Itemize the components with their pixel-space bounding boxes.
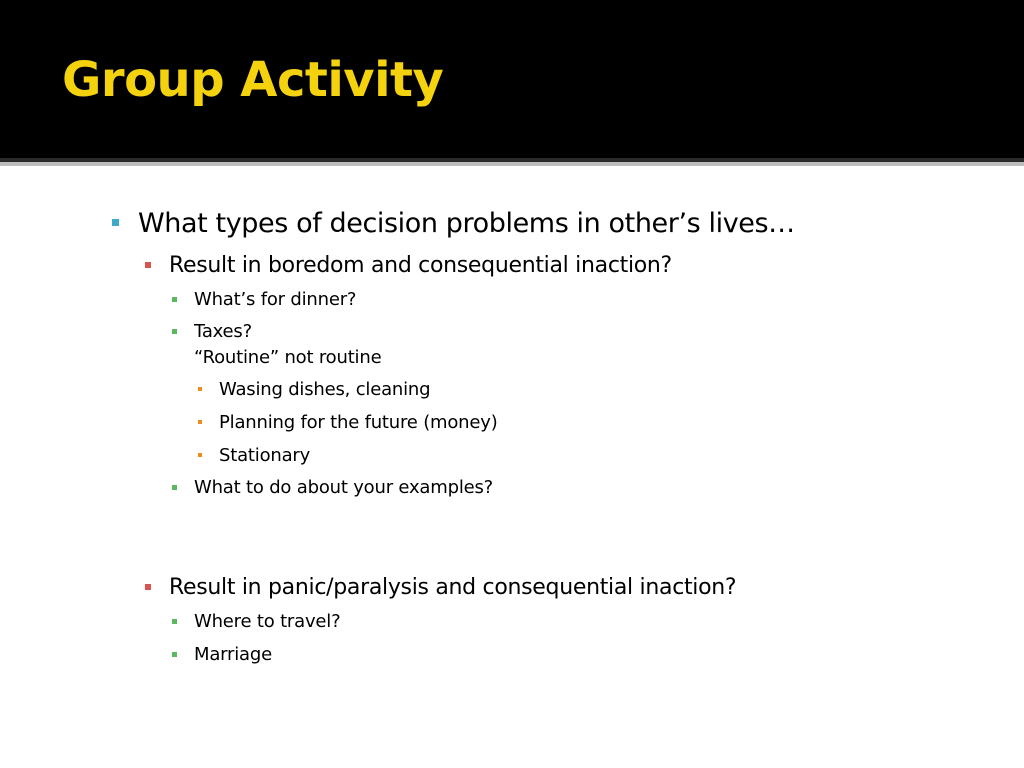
list-item-level3: [172, 320, 252, 344]
list-item-text: What’s for dinner?: [194, 289, 357, 310]
square-bullet-icon: [112, 219, 119, 226]
list-item-level4: [198, 444, 310, 468]
list-item-level3: [172, 476, 493, 500]
square-bullet-icon: [198, 453, 202, 457]
list-item-level1: [112, 207, 795, 241]
square-bullet-icon: [172, 329, 177, 334]
list-item-text: What to do about your examples?: [194, 477, 494, 498]
list-item-level3: [172, 643, 272, 667]
list-item-level3: [172, 610, 340, 634]
square-bullet-icon: [145, 584, 151, 590]
square-bullet-icon: [198, 420, 202, 424]
list-item-text: Result in boredom and consequential inaction?: [169, 253, 672, 278]
square-bullet-icon: [172, 652, 177, 657]
list-item-text: Marriage: [194, 644, 272, 665]
slide-title: Group Activity: [62, 52, 444, 108]
list-item-level3: [172, 288, 356, 312]
list-item-text: What types of decision problems in other’s lives…: [138, 208, 795, 239]
list-item-continuation: “Routine” not routine: [194, 347, 382, 368]
list-item-level2: [145, 252, 672, 280]
square-bullet-icon: [198, 387, 202, 391]
square-bullet-icon: [172, 297, 177, 302]
list-item-text: Result in panic/paralysis and consequential inaction?: [169, 575, 737, 600]
list-item-text: Taxes?: [194, 321, 252, 342]
square-bullet-icon: [172, 619, 177, 624]
list-item-text: Wasing dishes, cleaning: [219, 379, 431, 400]
list-item-level4: [198, 411, 498, 435]
list-item-level4: [198, 378, 430, 402]
list-item-text: Stationary: [219, 445, 311, 466]
list-item-level2: [145, 574, 736, 602]
square-bullet-icon: [145, 262, 151, 268]
list-item-text: Planning for the future (money): [219, 412, 498, 433]
list-item-text: Where to travel?: [194, 611, 341, 632]
square-bullet-icon: [172, 485, 177, 490]
